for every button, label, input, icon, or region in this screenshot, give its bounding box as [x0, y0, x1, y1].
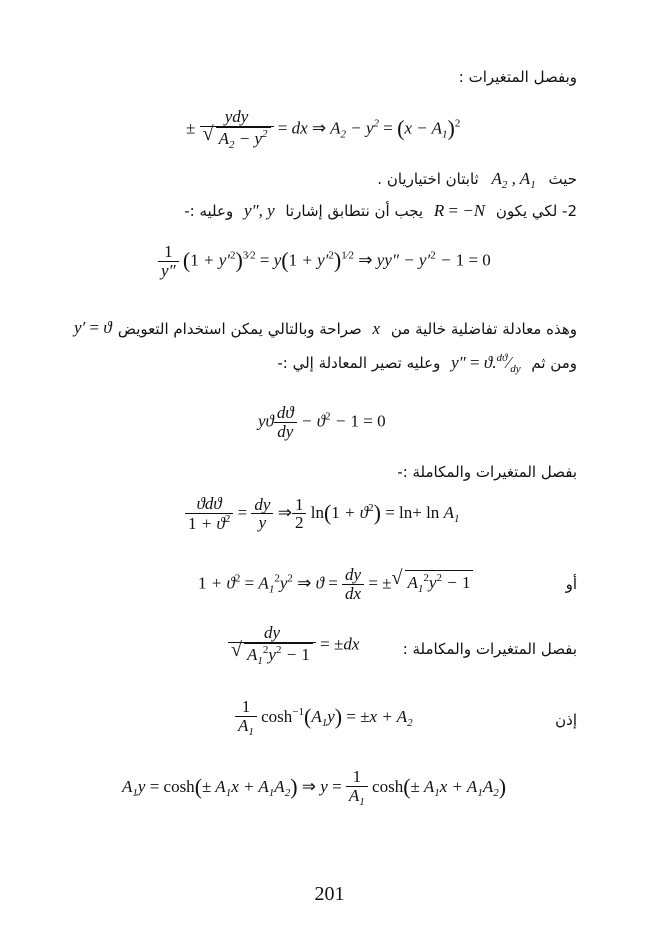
page-number: 201: [314, 883, 345, 905]
substitution-y-prime: y′ = ϑ: [74, 318, 112, 337]
equation-4: $\frac{\text{ϑdϑ}}{1 + ϑ^2}$ = $\frac{dy}{y}$ ⇒ $\frac{1}{2}$ $\ln(1 + ϑ^2) = \ln+ \ln A_1$: [185, 495, 459, 533]
text-hence: إذن: [555, 711, 577, 729]
text-separating-variables: وبفصل المتغيرات :: [458, 68, 577, 86]
text-then-start: ومن ثم: [531, 354, 577, 372]
text-de-mid: صراحة وبالتالي يمكن استخدام التعويض: [117, 320, 362, 338]
text-case2-mid: يجب أن نتطابق إشارتا: [285, 202, 424, 220]
text-then: ومن ثم $y'' = ϑ.^{dϑ}⁄_{dy}$ وعليه تصير المعادلة إلي :-: [277, 352, 577, 375]
text-constants-desc: ثابتان اختياريان .: [377, 170, 479, 188]
text-case-2: 2- لكي يكون R = −N يجب أن نتطابق إشارتا y″, y وعليه :-: [184, 201, 577, 220]
text-case2-end: وعليه :-: [184, 202, 234, 220]
equation-8: $A_1y = \cosh(\pm A_1x + A_1A_2)$ ⇒ y = $\frac{1}{A_1}$ $\cosh(\pm A_1x + A_1A_2)$: [122, 767, 507, 808]
text-de-start: وهذه معادلة تفاضلية خالية من: [390, 320, 577, 338]
text-de-sentence: وهذه معادلة تفاضلية خالية من x صراحة وبالتالي يمكن استخدام التعويض: [117, 319, 577, 338]
text-or: أو: [565, 575, 577, 593]
text-separate-integrate-2: بفصل المتغيرات والمكاملة :: [402, 640, 577, 658]
equation-6: dy √ $A_1^2y^2 - 1$ = ±dx: [228, 624, 359, 667]
equation-5: $1 + ϑ^2 = A_1^2y^2$ ⇒ ϑ = $\frac{dy}{dx}$ = ± √ $A_1^2y^2 - 1$: [198, 566, 473, 603]
equation-7: $\frac{1}{A_1}$ $\cosh^{-1}(A_1y) = \pm x + A_2$: [235, 698, 413, 738]
equation-3: yϑ $\frac{dϑ}{dy}$ − $ϑ^2 - 1 = 0$: [258, 403, 386, 441]
text-where: حيث: [548, 170, 577, 188]
text-case2-start: 2- لكي يكون: [495, 202, 577, 220]
equation-2: $\frac{1}{y''}$ $(1 + y'^2)^{3⁄2} = y(1 + y'^2)^{1⁄2}$ ⇒ $yy'' - y'^2 - 1 = 0$: [158, 243, 491, 280]
text-constants: حيث $A_2$ , $A_1$ ثابتان اختياريان .: [377, 169, 577, 191]
equation-1: ± ydy √ $A_2 - y^2$ = dx ⇒ $A_2 - y^2 = (x - A_1)^2$: [186, 107, 461, 151]
text-separate-integrate-1: بفصل المتغيرات والمكاملة :-: [397, 463, 577, 481]
text-then-end: وعليه تصير المعادلة إلي :-: [277, 354, 441, 372]
